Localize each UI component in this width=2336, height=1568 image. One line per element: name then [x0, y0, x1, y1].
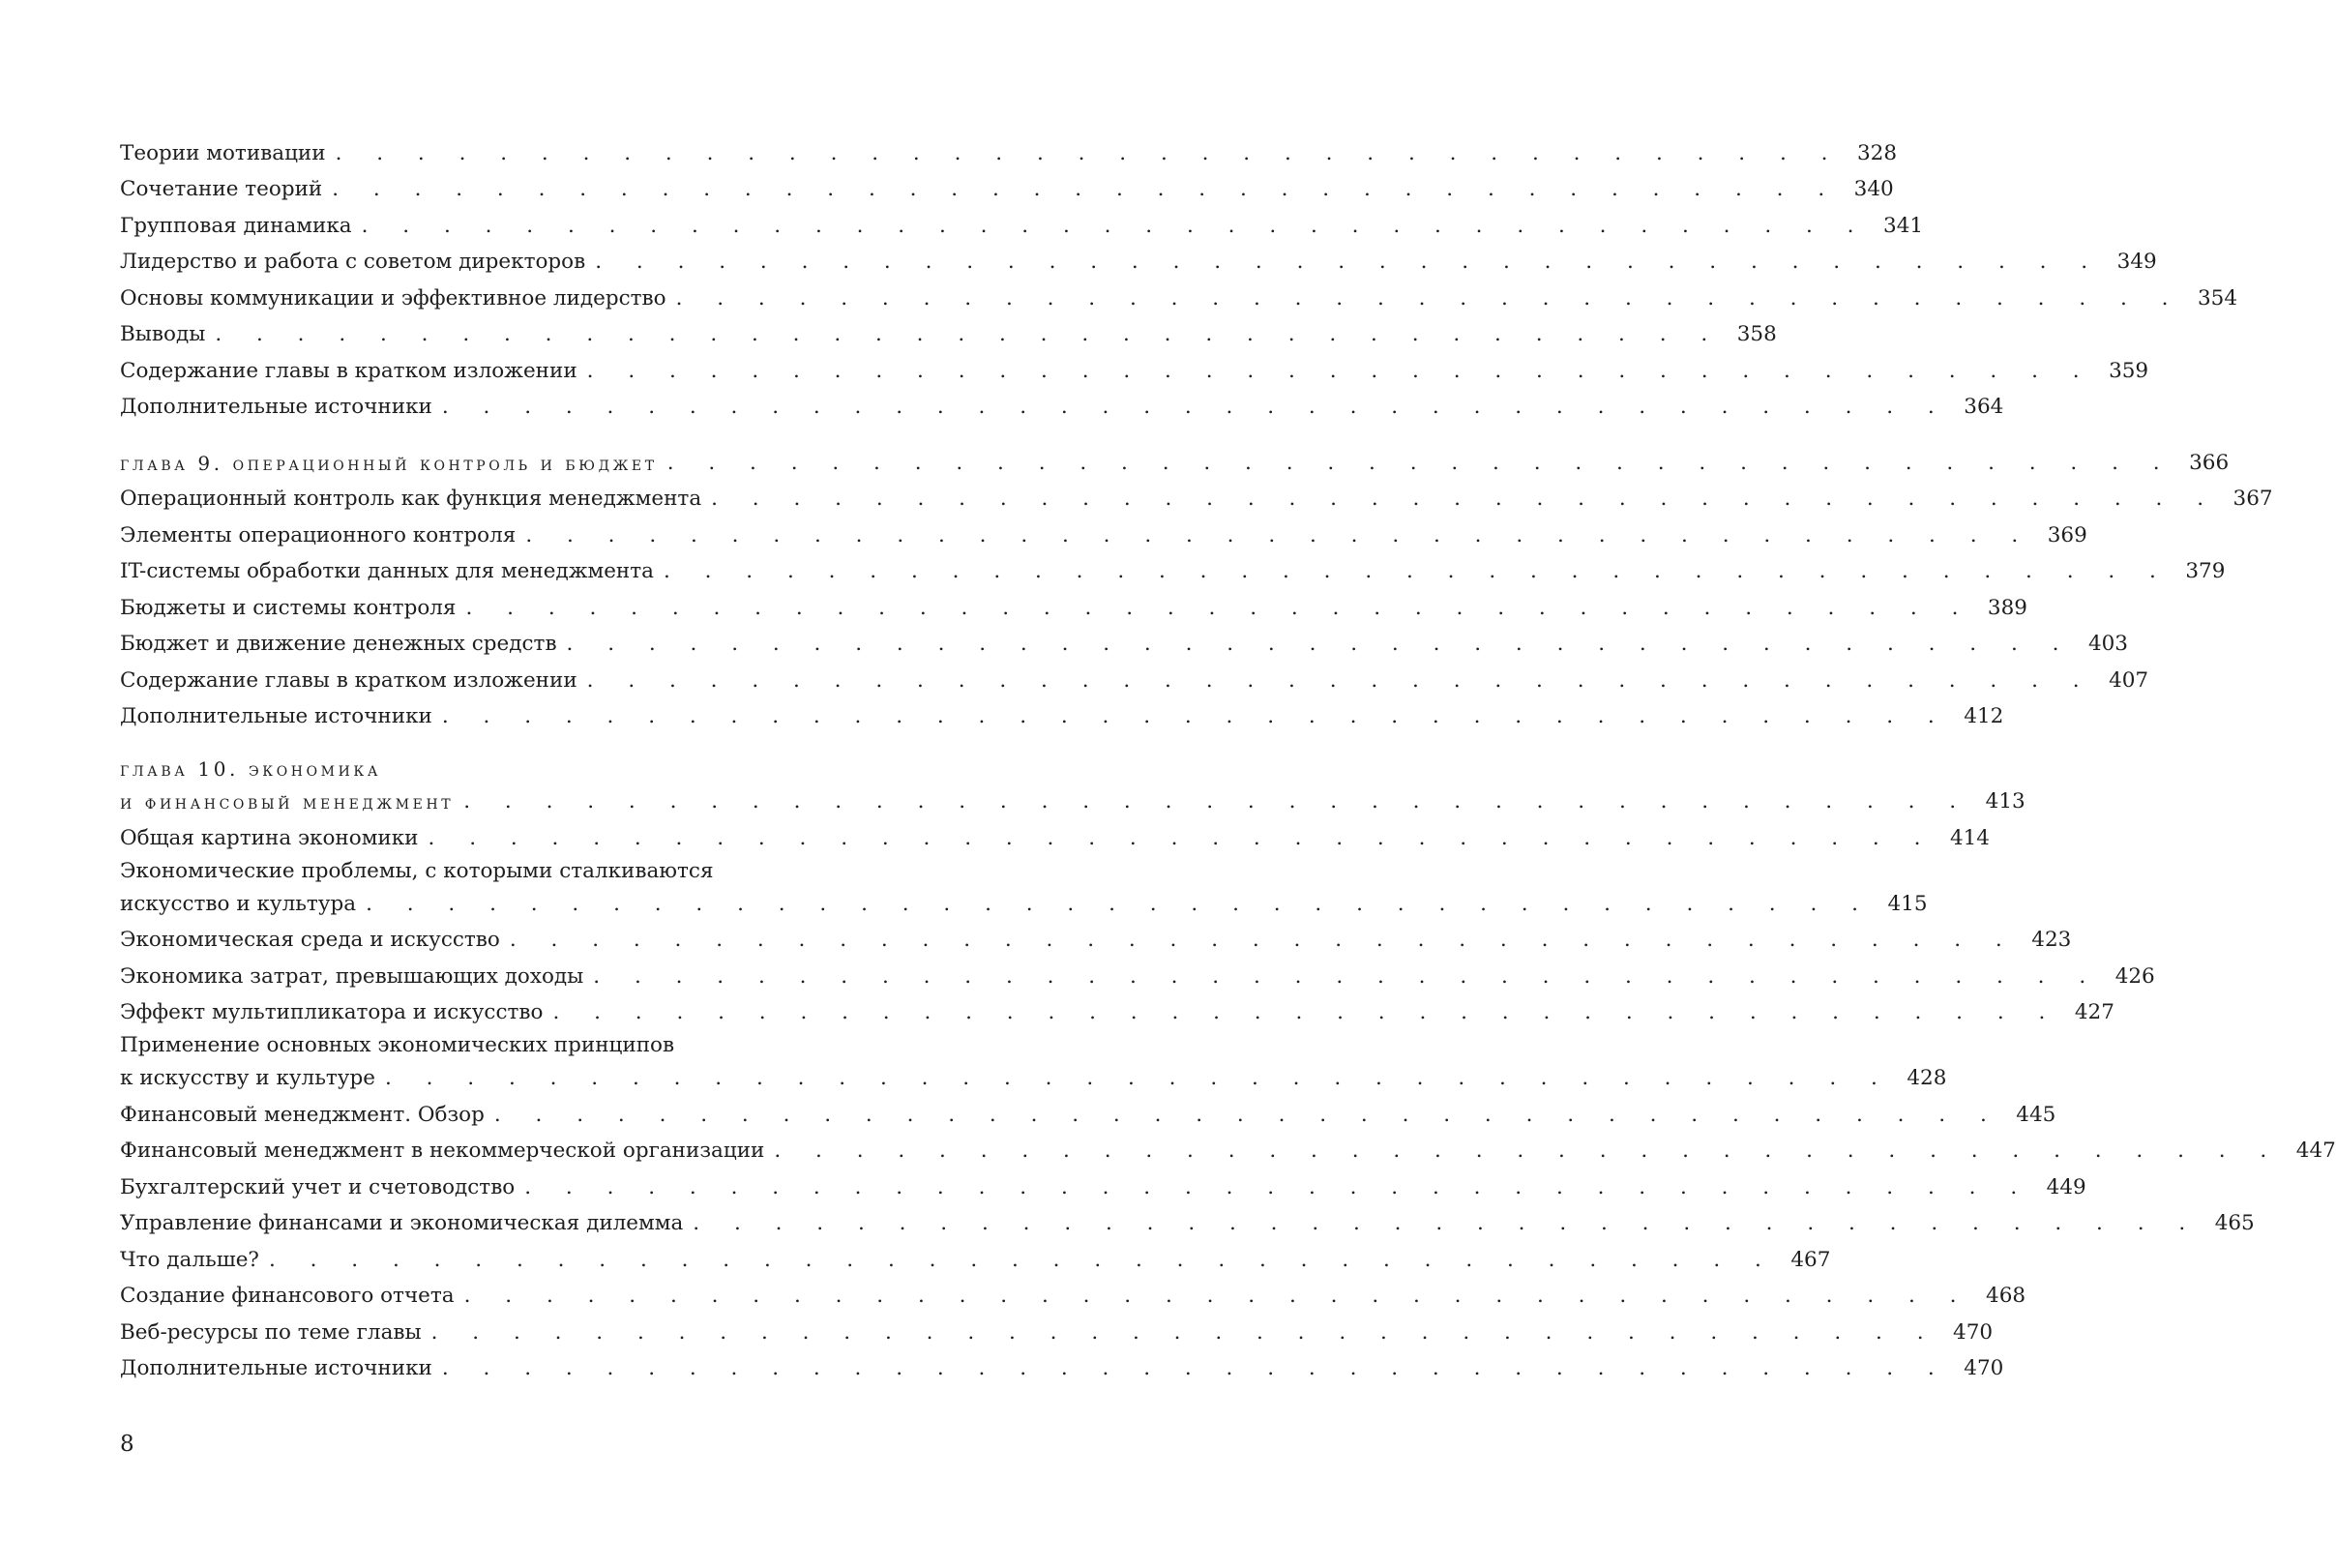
dot-leader: . . . . . . . . . . . . . . . . . . . . . . . . . . . . . . . . . . . . .: [666, 450, 2174, 475]
toc-entry[interactable]: [120, 1275, 2026, 1312]
toc-entry[interactable]: [120, 955, 2155, 991]
toc-entry-page: 468: [1986, 1284, 2026, 1308]
chapter-title-line2-row: [120, 784, 2026, 816]
toc-entry-title: Сочетание теорий: [120, 177, 323, 201]
toc-entry[interactable]: [120, 478, 2273, 515]
toc-entry[interactable]: [120, 313, 1777, 350]
toc-entry-page: 349: [2116, 250, 2157, 274]
toc-entry-page: 427: [2074, 1000, 2114, 1024]
dot-leader: . . . . . . . . . . . . . . . . . . . . . . . . . . . . . . . . . . . . .: [268, 1247, 1776, 1272]
chapter-title: глава 9. операционный контроль и бюджет: [120, 451, 658, 475]
toc-entry[interactable]: [120, 168, 1894, 205]
dot-leader: . . . . . . . . . . . . . . . . . . . . . . . . . . . . . . . . . . . . .: [566, 632, 2073, 656]
toc-entry-page: 426: [2114, 963, 2155, 989]
toc-entry-title: Веб-ресурсы по теме главы: [120, 1319, 422, 1345]
toc-entry[interactable]: [120, 695, 2004, 732]
toc-entry-page: 428: [1907, 1066, 1947, 1090]
toc-entry-title: Финансовый менеджмент в некоммерческой организации: [120, 1139, 765, 1163]
toc-entry[interactable]: [120, 514, 2087, 550]
toc-entry-title: Основы коммуникации и эффективное лидерство: [120, 285, 666, 311]
toc-entry-title: Общая картина экономики: [120, 825, 419, 850]
dot-leader: . . . . . . . . . . . . . . . . . . . . . . . . . . . . . . . . . . . . .: [525, 522, 2032, 547]
toc-entry-title: Теории мотивации: [120, 140, 326, 165]
dot-leader: . . . . . . . . . . . . . . . . . . . . . . . . . . . . . . . . . . . . .: [552, 1000, 2059, 1024]
toc-entry-title-line1: Применение основных экономических принципов: [120, 1033, 675, 1057]
chapter-page: 413: [1985, 789, 2026, 814]
dot-leader: . . . . . . . . . . . . . . . . . . . . . . . . . . . . . . . . . . . . .: [441, 704, 1949, 728]
dot-leader: . . . . . . . . . . . . . . . . . . . . . . . . . . . . . . . . . . . . .: [384, 1066, 1892, 1090]
toc-entry[interactable]: [120, 204, 1924, 241]
dot-leader: . . . . . . . . . . . . . . . . . . . . . . . . . . . . . . . . . . . . .: [428, 825, 1935, 850]
toc-entry-page: 359: [2109, 358, 2149, 383]
dot-leader: . . . . . . . . . . . . . . . . . . . . . . . . . . . . . . . . . . . . .: [595, 250, 2102, 274]
toc-entry[interactable]: [120, 1166, 2086, 1202]
section-gap: [120, 422, 878, 441]
toc-entry-title-line2: искусство и культура: [120, 891, 357, 916]
dot-leader: . . . . . . . . . . . . . . . . . . . . . . . . . . . . . . . . . . . . .: [441, 1356, 1949, 1380]
toc-entry-title: IT-системы обработки данных для менеджмента: [120, 559, 654, 583]
dot-leader: . . . . . . . . . . . . . . . . . . . . . . . . . . . . . . . . . . . . .: [663, 559, 2171, 583]
toc-entry[interactable]: [120, 659, 2149, 695]
toc-entry-page: 340: [1853, 177, 1894, 201]
dot-leader: . . . . . . . . . . . . . . . . . . . . . . . . . . . . . . . . . . . . .: [675, 285, 2182, 311]
toc-entry-page: 369: [2047, 522, 2087, 547]
toc-entry[interactable]: [120, 623, 2128, 660]
toc-entry-title: Групповая динамика: [120, 213, 352, 238]
toc-entry-page: 414: [1949, 825, 1990, 850]
toc-entry-page: 467: [1790, 1247, 1831, 1272]
toc-entry[interactable]: [120, 1027, 1947, 1093]
dot-leader: . . . . . . . . . . . . . . . . . . . . . . . . . . . . . . . . . . . . .: [361, 213, 1869, 238]
toc-entry-title: Финансовый менеджмент. Обзор: [120, 1102, 485, 1127]
toc-entry-page: 354: [2198, 285, 2238, 311]
page-number: 8: [120, 1432, 134, 1457]
dot-leader: . . . . . . . . . . . . . . . . . . . . . . . . . . . . . . . . . . . . .: [366, 891, 1873, 916]
toc-entry-page: 341: [1883, 213, 1924, 238]
toc-entry-page: 415: [1887, 891, 1928, 916]
toc-entry-title: Бюджет и движение денежных средств: [120, 632, 557, 656]
dot-leader: . . . . . . . . . . . . . . . . . . . . . . . . . . . . . . . . . . . . .: [463, 1284, 1971, 1308]
toc-entry-title: Элементы операционного контроля: [120, 522, 517, 547]
toc-entry-title: Экономика затрат, превышающих доходы: [120, 963, 584, 989]
toc-entry[interactable]: [120, 1093, 2056, 1130]
toc-entry[interactable]: [120, 1347, 2004, 1384]
chapter-title-line1: глава 10. экономика: [120, 757, 382, 781]
toc-entry-title: Управление финансами и экономическая дилемма: [120, 1211, 684, 1235]
toc-entry[interactable]: [120, 241, 2157, 278]
toc-entry-page: 445: [2016, 1102, 2056, 1127]
chapter-title-line2: и финансовый менеджмент: [120, 790, 455, 814]
toc-entry-page: 379: [2185, 559, 2226, 583]
toc-entry-title: Операционный контроль как функция менеджмента: [120, 487, 702, 511]
toc-entry-line2-row: [120, 1060, 1947, 1093]
dot-leader: . . . . . . . . . . . . . . . . . . . . . . . . . . . . . . . . . . . . .: [441, 395, 1949, 419]
toc-entry[interactable]: [120, 1238, 1831, 1275]
toc-entry-title: Содержание главы в кратком изложении: [120, 667, 577, 693]
dot-leader: . . . . . . . . . . . . . . . . . . . . . . . . . . . . . . . . . . . . .: [493, 1102, 2001, 1127]
toc-entry[interactable]: [120, 586, 2027, 623]
toc-entry-title-line1: Экономические проблемы, с которыми сталкиваются: [120, 858, 714, 883]
dot-leader: . . . . . . . . . . . . . . . . . . . . . . . . . . . . . . . . . . . . .: [335, 140, 1842, 165]
dot-leader: . . . . . . . . . . . . . . . . . . . . . . . . . . . . . . . . . . . . .: [586, 358, 2094, 383]
toc-entry[interactable]: [120, 277, 2238, 313]
chapter-page: 366: [2189, 450, 2230, 475]
chapter-10-heading[interactable]: [120, 751, 2026, 816]
toc-entry-page: 364: [1964, 395, 2004, 419]
toc-entry[interactable]: [120, 816, 1990, 853]
toc-entry-title-line2: к искусству и культуре: [120, 1066, 375, 1090]
toc-entry-page: 367: [2233, 487, 2273, 511]
toc-entry-page: 465: [2214, 1211, 2255, 1235]
toc-entry-title: Дополнительные источники: [120, 704, 432, 728]
toc-entry-title: Бухгалтерский учет и счетоводство: [120, 1174, 516, 1199]
toc-entry-page: 403: [2087, 632, 2128, 656]
toc-entry-page: 328: [1856, 140, 1898, 165]
toc-entry[interactable]: [120, 386, 2004, 423]
dot-leader: . . . . . . . . . . . . . . . . . . . . . . . . . . . . . . . . . . . . .: [711, 487, 2218, 511]
section-gap: [120, 731, 878, 751]
toc-entry[interactable]: [120, 919, 2072, 956]
toc-entry-title: Экономическая среда и искусство: [120, 928, 500, 952]
dot-leader: . . . . . . . . . . . . . . . . . . . . . . . . . . . . . . . . . . . . .: [586, 667, 2094, 693]
toc-entry-page: 389: [1987, 595, 2027, 620]
toc-entry-page: 470: [1964, 1356, 2004, 1380]
dot-leader: . . . . . . . . . . . . . . . . . . . . . . . . . . . . . . . . . . . . .: [693, 1211, 2200, 1235]
toc-entry[interactable]: [120, 132, 1898, 168]
toc-entry-title: Что дальше?: [120, 1247, 259, 1272]
dot-leader: . . . . . . . . . . . . . . . . . . . . . . . . . . . . . . . . . . . . .: [509, 928, 2017, 952]
toc-entry[interactable]: [120, 349, 2149, 386]
toc-entry[interactable]: [120, 1130, 2336, 1167]
toc-entry-title: Лидерство и работа с советом директоров: [120, 250, 586, 274]
dot-leader: . . . . . . . . . . . . . . . . . . . . . . . . . . . . . . . . . . . . .: [215, 322, 1722, 346]
toc-entry[interactable]: [120, 1311, 1994, 1347]
toc-entry-page: 358: [1736, 322, 1777, 346]
toc-entry[interactable]: [120, 550, 2226, 587]
dot-leader: . . . . . . . . . . . . . . . . . . . . . . . . . . . . . . . . . . . . .: [430, 1319, 1938, 1345]
dot-leader: . . . . . . . . . . . . . . . . . . . . . . . . . . . . . . . . . . . . .: [593, 963, 2100, 989]
toc-entry[interactable]: [120, 853, 1928, 919]
toc-entry-page: 470: [1953, 1319, 1994, 1345]
dot-leader: . . . . . . . . . . . . . . . . . . . . . . . . . . . . . . . . . . . . .: [524, 1174, 2031, 1199]
toc-entry-title: Эффект мультипликатора и искусство: [120, 1000, 544, 1024]
table-of-contents: [120, 132, 2336, 1383]
toc-entry-page: 407: [2109, 667, 2149, 693]
toc-entry-page: 449: [2046, 1174, 2086, 1199]
dot-leader: . . . . . . . . . . . . . . . . . . . . . . . . . . . . . . . . . . . . .: [774, 1139, 2281, 1163]
toc-entry-title: Содержание главы в кратком изложении: [120, 358, 577, 383]
toc-entry-title: Выводы: [120, 322, 206, 346]
toc-entry-title: Дополнительные источники: [120, 1356, 432, 1380]
toc-entry-title: Создание финансового отчета: [120, 1284, 455, 1308]
toc-entry-page: 412: [1964, 704, 2004, 728]
chapter-9-heading[interactable]: [120, 441, 2230, 478]
dot-leader: . . . . . . . . . . . . . . . . . . . . . . . . . . . . . . . . . . . . .: [332, 177, 1839, 201]
toc-entry-title: Дополнительные источники: [120, 395, 432, 419]
toc-entry-page: 423: [2031, 928, 2072, 952]
toc-entry-title: Бюджеты и системы контроля: [120, 595, 457, 620]
toc-entry-page: 447: [2295, 1139, 2336, 1163]
dot-leader: . . . . . . . . . . . . . . . . . . . . . . . . . . . . . . . . . . . . .: [463, 789, 1970, 814]
toc-entry-line2-row: [120, 886, 1928, 919]
toc-entry[interactable]: [120, 991, 2114, 1028]
dot-leader: . . . . . . . . . . . . . . . . . . . . . . . . . . . . . . . . . . . . .: [465, 595, 1972, 620]
toc-entry[interactable]: [120, 1202, 2255, 1239]
